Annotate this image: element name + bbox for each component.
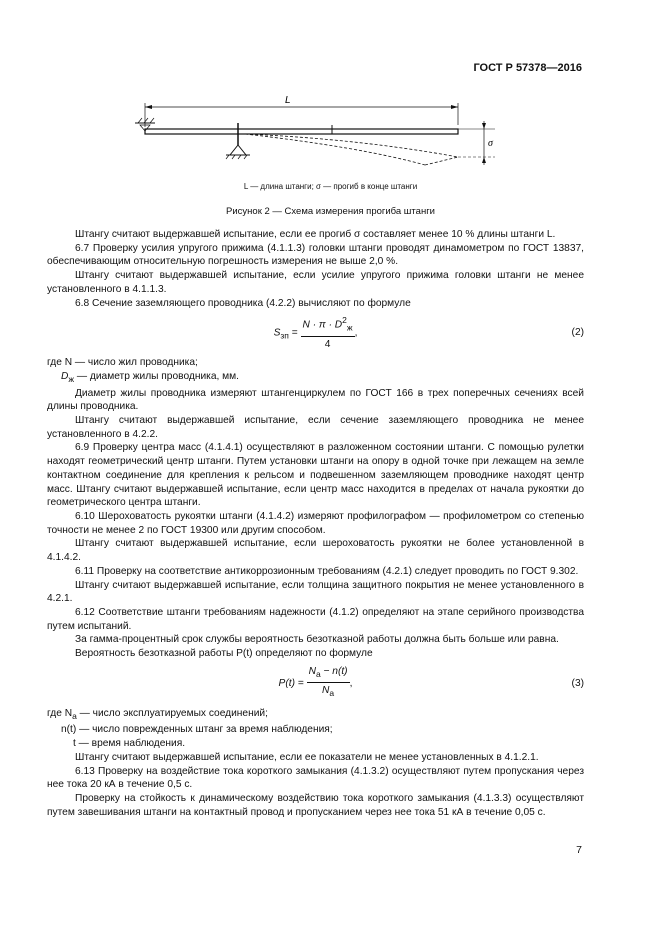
paragraph: 6.8 Сечение заземляющего проводника (4.2.2) вычисляют по формуле <box>75 297 411 309</box>
definition: $D_ж$ — диаметр жилы проводника, мм. <box>61 370 239 384</box>
paragraph: Штангу считают выдержавшей испытание, если ее прогиб σ составляет менее 10 % длины штанги L. <box>75 229 556 240</box>
formula-number: (3) <box>571 677 584 689</box>
formula-2: $S_{зп}$ = $N \cdot \pi \cdot D^2_ж$ 4 , (2) <box>273 315 584 351</box>
paragraph: 6.9 Проверку центра масс (4.1.4.1) осуществляют в разложенном состоянии штанги. С помощью рулетки находят геометрический центр штанги. Путем установки штанги на опору в одной точке при лежащем на земле контактном соединение для крепления к рельсом и подвешенном заземляющем проводнике находят центр масс. Штангу считают выдержавшей испытание, если центр масс находится в пределах от начала рукоятки до геометрического центра штанги. <box>47 442 584 509</box>
paragraph: 6.13 Проверку на воздействие тока короткого замыкания (4.1.3.2) осуществляют путем пропускания через нее тока 20 кА в течение 0,5 с. <box>47 765 584 791</box>
figure-legend: L — длина штанги; σ — прогиб в конце штанги <box>243 182 418 191</box>
paragraph: Вероятность безотказной работы P(t) определяют по формуле <box>75 648 373 660</box>
figure-deflection-scheme <box>120 85 520 195</box>
standard-header: ГОСТ Р 57378—2016 <box>473 62 582 74</box>
paragraph: 6.7 Проверку усилия упругого прижима (4.1.1.3) головки штанги проводят динамометром по ГОСТ 13837, обеспечивающим относительную погрешность измерения не выше 2,0 %. <box>47 242 584 268</box>
pivot-support <box>230 145 246 155</box>
dim-arrow-right <box>451 105 458 109</box>
paragraph: Штангу считают выдержавшей испытание, если ее показатели не менее установленных в 4.1.2.1. <box>75 751 539 763</box>
paragraph: 6.12 Соответствие штанги требованиям надежности (4.1.2) определяют на этапе серийного производства путем испытаний. <box>47 606 584 632</box>
figure-caption: Рисунок 2 — Схема измерения прогиба штанги <box>226 206 435 217</box>
paragraph: Диаметр жилы проводника измеряют штангенциркулем по ГОСТ 166 в трех поперечных сечениях всей длины проводника. <box>47 387 584 413</box>
paragraph: Штангу считают выдержавшей испытание, если толщина защитного покрытия не менее установленного в 4.2.1. <box>47 579 584 605</box>
paragraph: Штангу считают выдержавшей испытание, если сечение заземляющего проводника не менее установленного в 4.2.2. <box>47 415 584 440</box>
paragraph: Штангу считают выдержавшей испытание, если шероховатость рукоятки не более установленной в 4.1.4.2. <box>47 538 584 564</box>
main-text <box>47 228 584 819</box>
rod <box>145 129 458 134</box>
dim-arrow-left <box>145 105 152 109</box>
paragraph: 6.11 Проверку на соответствие антикоррозионным требованиям (4.2.1) следует проводить по ГОСТ 9.302. <box>75 565 579 577</box>
paragraph: Штангу считают выдержавшей испытание, если усилие упругого прижима головки штанги не менее установленного в 4.1.1.3. <box>47 270 584 295</box>
formula-3: P(t) = $\frac{N_a - n(t)}{N_a}$ , (3) <box>278 665 584 699</box>
sigma-label: σ <box>488 138 493 149</box>
paragraph: 6.10 Шероховатость рукоятки штанги (4.1.4.2) измеряют профилографом — профилометром со степенью точности не менее 2 по ГОСТ 19300 или другим способом. <box>47 510 584 536</box>
page-number: 7 <box>576 844 582 856</box>
definition: где $N_a$ — число эксплуатируемых соединений; <box>47 707 268 721</box>
definition: t — время наблюдения. <box>73 738 186 750</box>
formula-number: (2) <box>571 327 584 339</box>
definition: n(t) — число поврежденных штанг за время наблюдения; <box>61 724 333 736</box>
dim-label-L: L <box>285 95 291 106</box>
definition: где N — число жил проводника; <box>47 357 198 369</box>
paragraph: За гамма-процентный срок службы вероятность безотказной работы должна быть больше или равна. <box>75 634 559 646</box>
paragraph: Проверку на стойкость к динамическому воздействию тока короткого замыкания (4.1.3.3) осуществляют путем завешивания штанги на контактный провод и пропусканием через нее тока 51 кА в течение 0,05 с. <box>47 792 584 818</box>
